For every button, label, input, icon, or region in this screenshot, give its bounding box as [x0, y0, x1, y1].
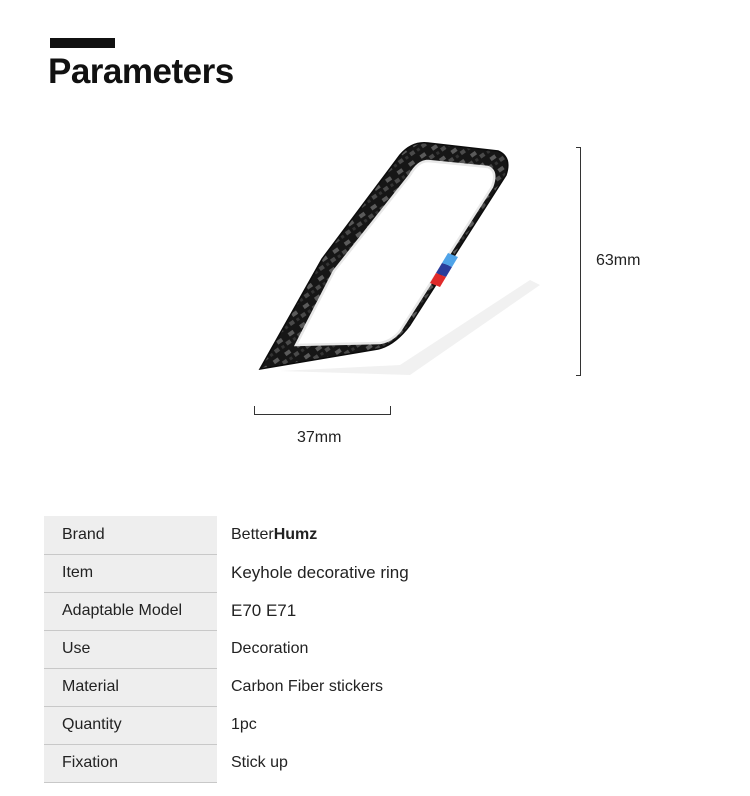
- spec-label: Use: [44, 630, 217, 668]
- spec-label: Material: [44, 668, 217, 706]
- table-row: [44, 516, 704, 554]
- spec-value: Carbon Fiber stickers: [231, 678, 384, 695]
- height-dimension-line: [576, 147, 581, 376]
- table-row: [44, 554, 704, 592]
- table-row: [44, 668, 704, 706]
- table-row: [44, 630, 704, 668]
- spec-value-brand: [218, 516, 704, 554]
- table-row: [44, 744, 704, 782]
- spec-label: Item: [44, 554, 217, 592]
- brand-name-bold: Humz: [273, 526, 318, 543]
- table-row: [44, 706, 704, 744]
- spec-value: Keyhole decorative ring: [231, 563, 409, 582]
- spec-value: Stick up: [231, 754, 288, 771]
- table-row: [44, 592, 704, 630]
- spec-label: Brand: [44, 516, 217, 554]
- title-accent-bar: [50, 38, 115, 48]
- keyhole-ring-product-image: [250, 135, 540, 385]
- spec-label: Fixation: [44, 744, 217, 782]
- page-title: Parameters: [48, 52, 234, 91]
- brand-name-plain: Better: [231, 526, 274, 543]
- spec-value: 1pc: [231, 716, 257, 733]
- spec-label: Quantity: [44, 706, 217, 744]
- spec-label: Adaptable Model: [44, 592, 217, 630]
- height-dimension-label: 63mm: [596, 252, 641, 269]
- spec-value: Decoration: [231, 640, 309, 657]
- width-dimension-label: 37mm: [297, 429, 342, 446]
- m-stripe-decoration: [430, 253, 458, 287]
- width-dimension-line: [254, 406, 391, 415]
- spec-table: [44, 516, 704, 783]
- spec-value: E70 E71: [231, 601, 297, 620]
